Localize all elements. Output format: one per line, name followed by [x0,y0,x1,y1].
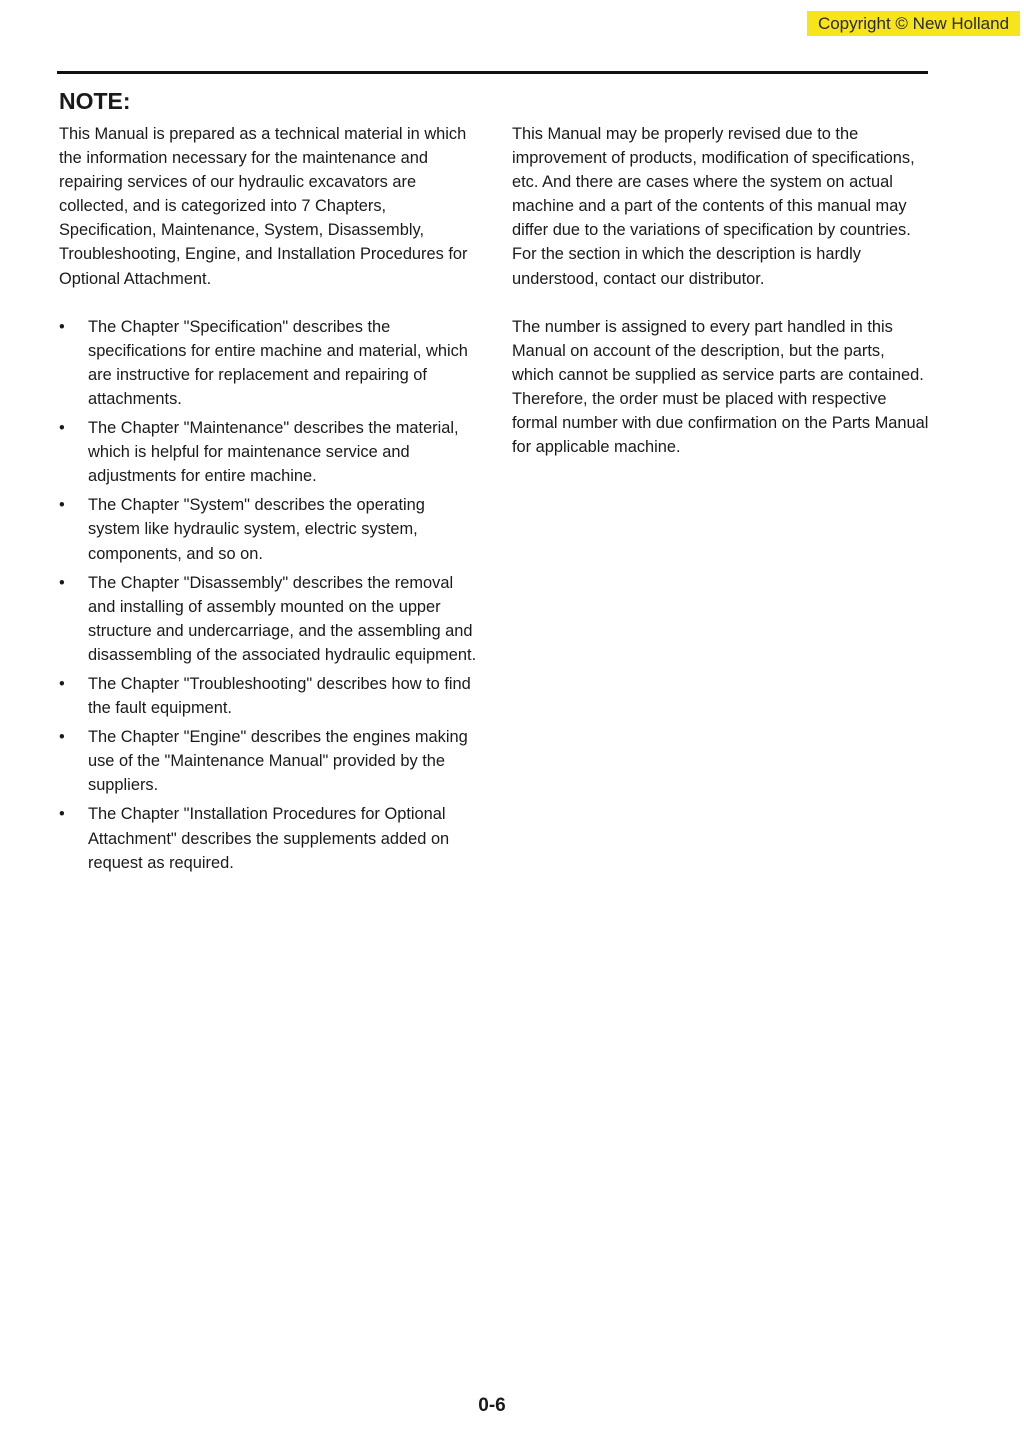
chapter-description: The Chapter "Troubleshooting" describes how to find the fault equipment. [88,674,471,718]
chapter-list [59,315,479,875]
parts-paragraph: The number is assigned to every part handled in this Manual on account of the description, but the parts, which cannot be supplied as service parts are contained. Therefore, the order must be placed with respective formal number with due confirmation on the Parts Manual for applicable machine. [512,317,929,457]
list-item [59,493,479,565]
revision-paragraph: This Manual may be properly revised due to the improvement of products, modification of specifications, etc. And there are cases where the system on actual machine and a part of the contents of this manual may differ due to the variations of specification by countries. For the section in which the description is hardly understood, contact our distributor. [512,125,915,288]
bullet-icon: • [59,317,65,336]
list-item [59,416,479,488]
note-title: NOTE: [59,88,131,114]
list-item [59,571,479,667]
page-number: 0-6 [478,1395,506,1416]
chapter-description: The Chapter "System" describes the operating system like hydraulic system, electric system, components, and so on. [88,496,425,563]
chapter-description: The Chapter "Engine" describes the engines making use of the "Maintenance Manual" provided by the suppliers. [88,728,468,795]
left-column [59,122,479,880]
chapter-description: The Chapter "Maintenance" describes the material, which is helpful for maintenance service and adjustments for entire machine. [88,419,459,486]
chapter-description: The Chapter "Installation Procedures for Optional Attachment" describes the supplements added on request as required. [88,805,450,872]
list-item [59,802,479,874]
list-item [59,315,479,411]
bullet-icon: • [59,496,65,515]
bullet-icon: • [59,674,65,693]
list-item [59,672,479,720]
bullet-icon: • [59,805,65,824]
bullet-icon: • [59,419,65,438]
chapter-description: The Chapter "Specification" describes the specifications for entire machine and material, which are instructive for replacement and repairing of attachments. [88,317,468,408]
list-item [59,725,479,797]
bullet-icon: • [59,728,65,747]
bullet-icon: • [59,573,65,592]
chapter-description: The Chapter "Disassembly" describes the removal and installing of assembly mounted on the upper structure and undercarriage, and the assembling and disassembling of the associated hydraulic equipment. [88,573,477,664]
right-column [512,122,930,459]
header-rule [57,71,928,74]
copyright-banner: Copyright © New Holland [807,11,1020,36]
intro-paragraph: This Manual is prepared as a technical material in which the information necessary for the maintenance and repairing services of our hydraulic excavators are collected, and is categorized into 7 Chapters, Specification, Maintenance, System, Disassembly, Troubleshooting, Engine, and Installation Procedures for Optional Attachment. [59,125,468,288]
